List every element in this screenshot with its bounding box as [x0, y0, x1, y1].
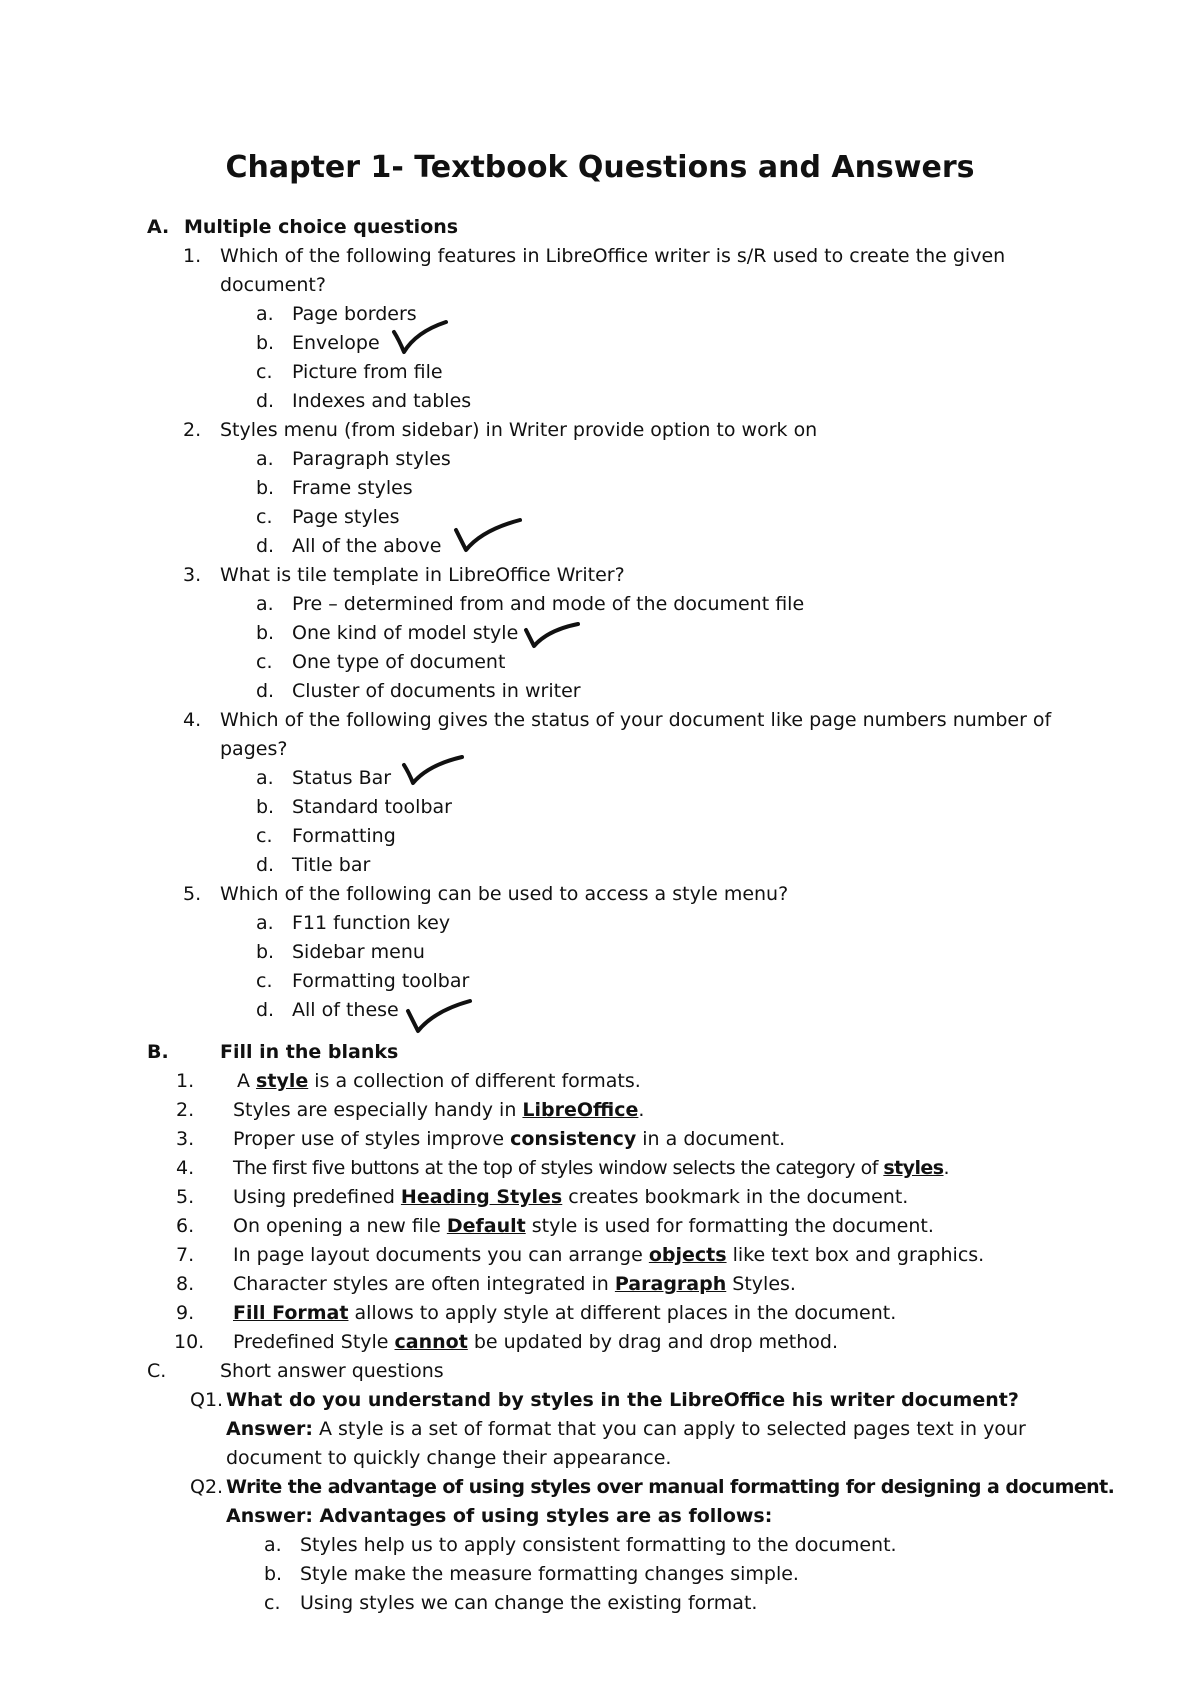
question-number: 1. [183, 245, 202, 267]
option-letter: b. [256, 941, 275, 963]
blank-sentence [233, 1272, 796, 1296]
answer-line [226, 1417, 1026, 1441]
option-text: Indexes and tables [292, 390, 472, 412]
option-text: Title bar [292, 854, 371, 876]
option-letter: a. [256, 767, 274, 789]
blank-number: 1. [176, 1070, 195, 1092]
option-letter: c. [256, 361, 273, 383]
section-a-marker: A. [147, 216, 170, 238]
answer-text-cont: document to quickly change their appearance. [226, 1447, 672, 1469]
option-letter: d. [256, 390, 275, 412]
section-b-heading: Fill in the blanks [220, 1041, 399, 1063]
option-letter: b. [256, 332, 275, 354]
blank-answer: Paragraph [614, 1273, 727, 1295]
option-letter: d. [256, 999, 275, 1021]
blank-answer: style [256, 1070, 309, 1092]
short-question-text: Write the advantage of using styles over manual formatting for designing a document. [226, 1476, 1115, 1498]
option-letter: b. [256, 477, 275, 499]
blank-post: . [943, 1157, 950, 1179]
blank-post: . [638, 1099, 645, 1121]
point-text: Styles help us to apply consistent formatting to the document. [300, 1534, 897, 1556]
blank-post: style is used for formatting the document. [525, 1215, 934, 1237]
option-text: Picture from file [292, 361, 443, 383]
blank-sentence [233, 1301, 896, 1325]
option-text: Envelope [292, 332, 380, 354]
blank-answer: Heading Styles [400, 1186, 563, 1208]
option-letter: a. [256, 303, 274, 325]
question-text: Which of the following gives the status of your document like page numbers number of [220, 709, 1052, 731]
blank-pre: On opening a new file [233, 1215, 447, 1237]
blank-pre: Using predefined [233, 1186, 401, 1208]
page-title: Chapter 1- Textbook Questions and Answers [225, 150, 975, 185]
question-text: Which of the following features in LibreOffice writer is s/R used to create the given [220, 245, 1006, 267]
point-text: Style make the measure formatting changes simple. [300, 1563, 799, 1585]
question-text: What is tile template in LibreOffice Writer? [220, 564, 625, 586]
blank-sentence [233, 1243, 984, 1267]
answer-label: Answer: Advantages of using styles are as follows: [226, 1505, 773, 1527]
checkmark-icon [390, 318, 450, 358]
blank-number: 3. [176, 1128, 195, 1150]
option-text: Frame styles [292, 477, 413, 499]
option-text: Pre – determined from and mode of the document file [292, 593, 805, 615]
checkmark-icon [522, 620, 582, 652]
question-text: Styles menu (from sidebar) in Writer provide option to work on [220, 419, 818, 441]
option-text: F11 function key [292, 912, 451, 934]
option-text: All of these [292, 999, 399, 1021]
option-letter: c. [256, 506, 273, 528]
point-letter: c. [264, 1592, 281, 1614]
option-text: All of the above [292, 535, 442, 557]
option-text: Standard toolbar [292, 796, 452, 818]
blank-answer: cannot [394, 1331, 468, 1353]
point-letter: b. [264, 1563, 283, 1585]
blank-post: creates bookmark in the document. [562, 1186, 909, 1208]
blank-pre: A [237, 1070, 257, 1092]
blank-pre: The first five buttons at the top of styles window selects the category of [233, 1157, 884, 1179]
short-question-number: Q2. [190, 1476, 224, 1498]
blank-answer: Default [446, 1215, 526, 1237]
checkmark-icon [452, 516, 524, 556]
blank-sentence [233, 1214, 934, 1238]
blank-answer: LibreOffice [522, 1099, 639, 1121]
section-b-marker: B. [147, 1041, 169, 1063]
option-letter: b. [256, 622, 275, 644]
option-text: Page borders [292, 303, 417, 325]
blank-pre: Predefined Style [233, 1331, 395, 1353]
blank-sentence [233, 1098, 644, 1122]
question-number: 2. [183, 419, 202, 441]
blank-number: 6. [176, 1215, 195, 1237]
blank-pre: Proper use of styles improve [233, 1128, 511, 1150]
answer-label: Answer: [226, 1418, 313, 1440]
section-c-heading: Short answer questions [220, 1360, 444, 1382]
option-letter: c. [256, 970, 273, 992]
option-text: One kind of model style [292, 622, 519, 644]
option-letter: a. [256, 912, 274, 934]
option-text: Status Bar [292, 767, 392, 789]
blank-number: 7. [176, 1244, 195, 1266]
question-text-cont: document? [220, 274, 326, 296]
blank-post: be updated by drag and drop method. [467, 1331, 839, 1353]
blank-answer: Fill Format [233, 1302, 349, 1324]
checkmark-icon [404, 997, 474, 1037]
blank-number: 2. [176, 1099, 195, 1121]
blank-pre: Character styles are often integrated in [233, 1273, 615, 1295]
blank-sentence [233, 1185, 908, 1209]
option-text: Page styles [292, 506, 400, 528]
option-letter: c. [256, 651, 273, 673]
option-letter: b. [256, 796, 275, 818]
short-question-number: Q1. [190, 1389, 224, 1411]
question-number: 5. [183, 883, 202, 905]
question-text: Which of the following can be used to access a style menu? [220, 883, 789, 905]
blank-sentence [233, 1127, 785, 1151]
blank-pre: Styles are especially handy in [233, 1099, 523, 1121]
option-letter: a. [256, 448, 274, 470]
blank-post: is a collection of different formats. [308, 1070, 641, 1092]
blank-sentence [233, 1330, 838, 1354]
blank-answer: consistency [510, 1128, 637, 1150]
blank-answer: styles [883, 1157, 944, 1179]
blank-post: like text box and graphics. [726, 1244, 985, 1266]
point-letter: a. [264, 1534, 282, 1556]
blank-post: allows to apply style at different places in the document. [348, 1302, 897, 1324]
option-text: Cluster of documents in writer [292, 680, 581, 702]
checkmark-icon [400, 753, 466, 789]
blank-pre: In page layout documents you can arrange [233, 1244, 649, 1266]
point-text: Using styles we can change the existing format. [300, 1592, 758, 1614]
option-text: Formatting toolbar [292, 970, 470, 992]
blank-post: Styles. [726, 1273, 796, 1295]
blank-sentence [233, 1156, 949, 1180]
question-text-cont: pages? [220, 738, 288, 760]
option-text: Sidebar menu [292, 941, 425, 963]
option-text: Formatting [292, 825, 396, 847]
answer-text: A style is a set of format that you can apply to selected pages text in your [312, 1418, 1026, 1440]
option-text: One type of document [292, 651, 506, 673]
option-letter: d. [256, 680, 275, 702]
option-text: Paragraph styles [292, 448, 451, 470]
blank-number: 10. [174, 1331, 205, 1353]
short-question-text: What do you understand by styles in the LibreOffice his writer document? [226, 1389, 1019, 1411]
option-letter: d. [256, 535, 275, 557]
blank-post: in a document. [636, 1128, 786, 1150]
question-number: 4. [183, 709, 202, 731]
blank-number: 9. [176, 1302, 195, 1324]
option-letter: c. [256, 825, 273, 847]
blank-number: 8. [176, 1273, 195, 1295]
blank-answer: objects [648, 1244, 727, 1266]
blank-number: 4. [176, 1157, 195, 1179]
option-letter: a. [256, 593, 274, 615]
blank-sentence [237, 1069, 641, 1093]
section-a-heading: Multiple choice questions [184, 216, 459, 238]
question-number: 3. [183, 564, 202, 586]
option-letter: d. [256, 854, 275, 876]
blank-number: 5. [176, 1186, 195, 1208]
section-c-marker: C. [147, 1360, 167, 1382]
